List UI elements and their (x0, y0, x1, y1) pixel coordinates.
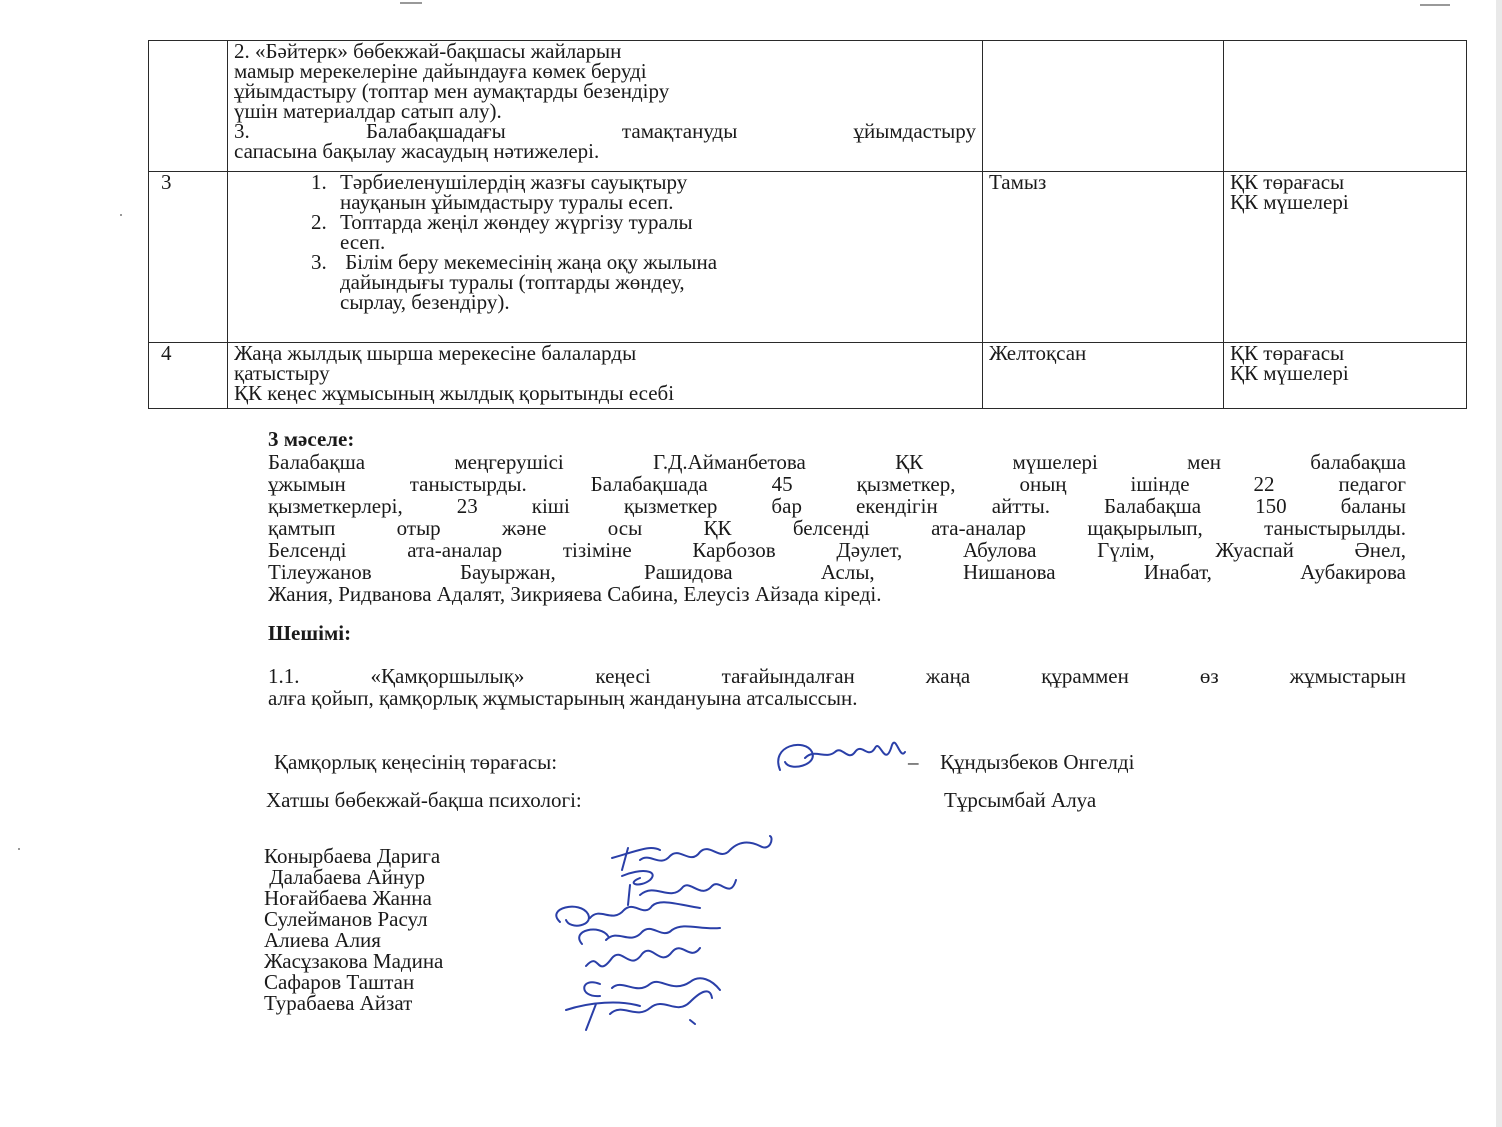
paragraph-line: Жания, Ридванова Адалят, Зикрияева Сабина, Елеусіз Айзада кіреді. (268, 582, 882, 606)
paragraph-line: ұжымын таныстырды. Балабақшада 45 қызметкер, оның ішінде 22 педагог (268, 472, 1406, 496)
paragraph-line: Белсенді ата-аналар тізіміне Карбозов Дәулет, Абулова Гүлім, Жуаспай Әнел, (268, 538, 1406, 562)
list-item (332, 172, 976, 212)
term-cell: Желтоқсан (983, 343, 1224, 409)
issue-paragraph (268, 451, 1406, 605)
task-line: сапасына бақылау жасаудың нәтижелері. (234, 139, 600, 163)
responsible-cell (1224, 343, 1467, 409)
task-line: науқанын ұйымдастыру туралы есеп. (340, 190, 674, 214)
responsible-cell (1224, 41, 1467, 172)
task-line: есеп. (340, 230, 386, 254)
member-name: Ноғайбаева Жанна (264, 886, 432, 910)
member-name: Далабаева Айнур (264, 865, 426, 889)
member-name: Сулейманов Расул (264, 907, 428, 931)
term-cell (983, 41, 1224, 172)
member-signature (612, 836, 772, 870)
table-row (149, 343, 1467, 409)
plan-table (148, 40, 1467, 409)
paragraph-line: алға қойып, қамқорлық жұмыстарының жандануына атсалыссын. (268, 686, 858, 710)
task-cell (228, 172, 983, 343)
task-line: 3. Білім беру мекемесінің жаңа оқу жылына (340, 250, 718, 274)
issue-heading: 3 мәселе: (268, 427, 355, 451)
member-signature (584, 978, 720, 996)
task-line: Жаңа жылдық шырша мерекесіне балаларды (234, 341, 637, 365)
task-line: 2. Топтарда жеңіл жөндеу жүргізу туралы (340, 210, 693, 234)
task-line: сырлау, безендіру). (340, 290, 510, 314)
task-line: 3. Балабақшадағы тамақтануды ұйымдастыру (234, 119, 976, 143)
member-name: Конырбаева Дарига (264, 844, 441, 868)
task-line: қатыстыру (234, 361, 330, 385)
paragraph-line: Тілеужанов Бауыржан, Рашидова Аслы, Нишанова Инабат, Аубакирова (268, 560, 1406, 584)
decision-heading: Шешімі: (268, 621, 352, 645)
task-list (234, 172, 976, 312)
term-cell: Тамыз (983, 172, 1224, 343)
responsible-cell (1224, 172, 1467, 343)
paragraph-line: қызметкерлері, 23 кіші қызметкер бар екендігін айтты. Балабақша 150 баланы (268, 494, 1406, 518)
member-name: Сафаров Таштан (264, 970, 415, 994)
task-line: 1. Тәрбиеленушілердің жазғы сауықтыру (340, 170, 688, 194)
member-name: Турабаева Айзат (264, 991, 413, 1015)
list-item (332, 212, 976, 252)
task-line: 2. «Бәйтерк» бөбекжай-бақшасы жайларын (234, 39, 622, 63)
row-number: 4 (149, 343, 228, 409)
task-line: үшін материалдар сатып алу). (234, 99, 502, 123)
scan-edge (1496, 0, 1502, 1127)
chair-name: Құндызбеков Онгелді (940, 750, 1135, 774)
responsible-line: ҚК төрағасы (1230, 170, 1345, 194)
chair-dash: – (908, 750, 919, 774)
responsible-line: ҚК мүшелері (1230, 361, 1349, 385)
task-line: ҚК кеңес жұмысының жылдық қорытынды есебі (234, 381, 675, 405)
table-row (149, 172, 1467, 343)
task-line: мамыр мерекелеріне дайындауға көмек беруді (234, 59, 647, 83)
chair-signature (778, 743, 905, 770)
paragraph-line: Балабақша меңгерушісі Г.Д.Айманбетова ҚК мүшелері мен балабақша (268, 450, 1406, 474)
member-signature (579, 926, 720, 944)
list-item (332, 252, 976, 312)
table-row (149, 41, 1467, 172)
secretary-name: Тұрсымбай Алуа (944, 788, 1097, 812)
secretary-label: Хатшы бөбекжай-бақша психологі: (266, 788, 582, 812)
member-name: Жасұзакова Мадина (264, 949, 444, 973)
member-signature (556, 902, 700, 925)
paragraph-line: қамтып отыр және осы ҚК белсенді ата-аналар щақырылып, таныстырылды. (268, 516, 1406, 540)
task-cell (228, 343, 983, 409)
responsible-line: ҚК мүшелері (1230, 190, 1349, 214)
row-number (149, 41, 228, 172)
paragraph-line: 1.1. «Қамқоршылық» кеңесі тағайындалған жаңа құраммен өз жұмыстарын (268, 664, 1406, 688)
member-signature (622, 871, 736, 905)
member-signature (586, 948, 700, 966)
task-line: ұйымдастыру (топтар мен аумақтарды безендіру (234, 79, 670, 103)
chair-label: Қамқорлық кеңесінің төрағасы: (274, 750, 558, 774)
member-signature (566, 991, 712, 1030)
responsible-line: ҚК төрағасы (1230, 341, 1345, 365)
task-cell (228, 41, 983, 172)
decision-paragraph (268, 665, 1406, 709)
members-list (264, 846, 443, 1014)
row-number: 3 (149, 172, 228, 343)
member-name: Алиева Алия (264, 928, 381, 952)
task-line: дайындығы туралы (топтарды жөндеу, (340, 270, 685, 294)
